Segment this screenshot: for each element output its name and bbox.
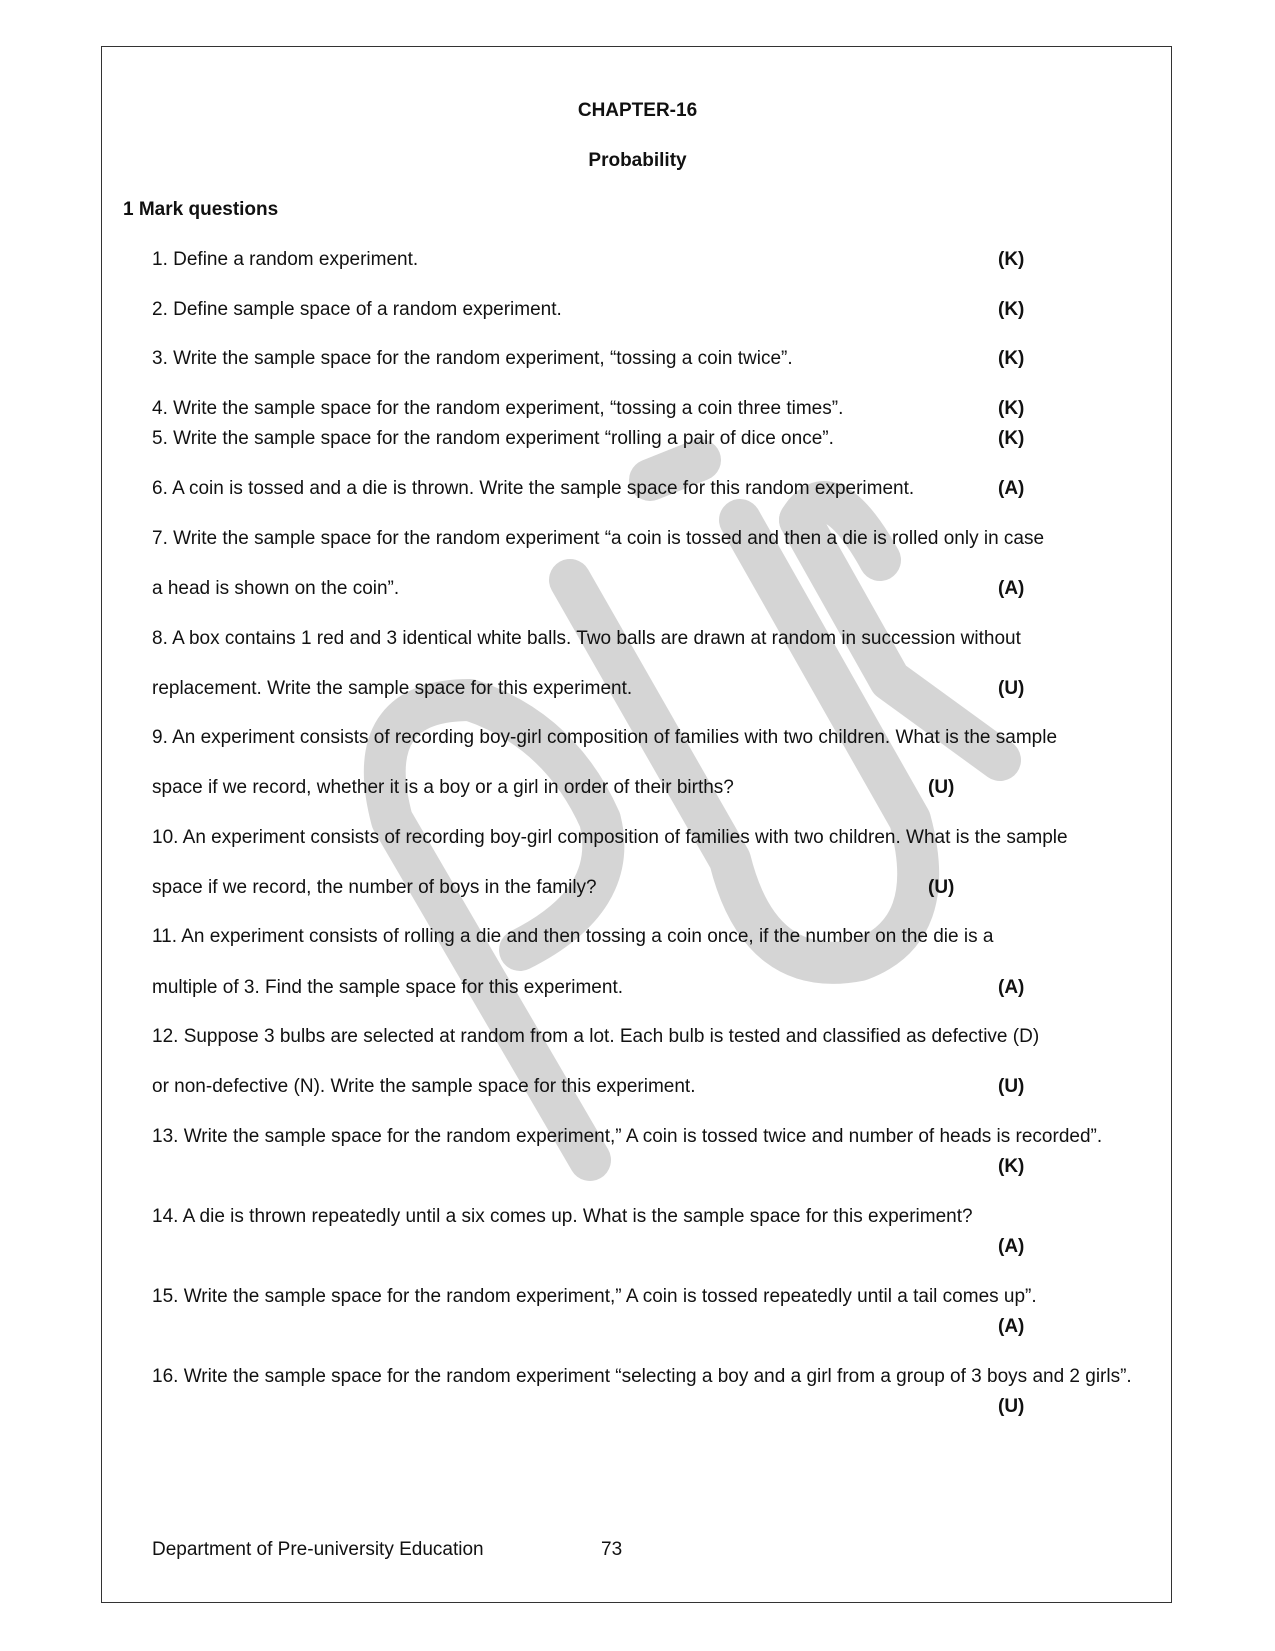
footer-page-number: 73	[601, 1539, 623, 1560]
question-4-line-1: 4. Write the sample space for the random experiment, “tossing a coin three times”.	[152, 398, 844, 419]
question-15-line-1: 15. Write the sample space for the random experiment,” A coin is tossed repeatedly until a tail comes up”.	[152, 1286, 1037, 1307]
footer-department: Department of Pre-university Education	[152, 1539, 484, 1560]
question-7-line-2: a head is shown on the coin”.	[152, 578, 400, 599]
question-7-line-1: 7. Write the sample space for the random experiment “a coin is tossed and then a die is rolled only in case	[152, 528, 1045, 549]
question-9-level-tag: (U)	[928, 777, 955, 798]
question-14-level-tag: (A)	[998, 1236, 1025, 1257]
question-5-line-1: 5. Write the sample space for the random experiment “rolling a pair of dice once”.	[152, 428, 834, 449]
question-3-level-tag: (K)	[998, 348, 1025, 369]
question-3-line-1: 3. Write the sample space for the random experiment, “tossing a coin twice”.	[152, 348, 793, 369]
question-8-line-1: 8. A box contains 1 red and 3 identical white balls. Two balls are drawn at random in succession without	[152, 628, 1021, 649]
chapter-heading: CHAPTER-16	[577, 100, 698, 121]
question-13-level-tag: (K)	[998, 1156, 1025, 1177]
question-8-line-2: replacement. Write the sample space for this experiment.	[152, 678, 633, 699]
question-1-level-tag: (K)	[998, 249, 1025, 270]
question-4-level-tag: (K)	[998, 398, 1025, 419]
question-10-level-tag: (U)	[928, 877, 955, 898]
question-2-line-1: 2. Define sample space of a random experiment.	[152, 299, 562, 320]
section-heading: 1 Mark questions	[123, 199, 279, 220]
question-9-line-1: 9. An experiment consists of recording boy-girl composition of families with two children. What is the sample	[152, 727, 1058, 748]
question-5-level-tag: (K)	[998, 428, 1025, 449]
page-title: Probability	[588, 150, 687, 171]
question-16-level-tag: (U)	[998, 1396, 1025, 1417]
question-13-line-1: 13. Write the sample space for the random experiment,” A coin is tossed twice and number of heads is recorded”.	[152, 1126, 1103, 1147]
question-12-line-1: 12. Suppose 3 bulbs are selected at random from a lot. Each bulb is tested and classified as defective (D)	[152, 1026, 1040, 1047]
question-7-level-tag: (A)	[998, 578, 1025, 599]
question-11-line-1: 11. An experiment consists of rolling a die and then tossing a coin once, if the number on the die is a	[152, 926, 994, 947]
question-11-line-2: multiple of 3. Find the sample space for this experiment.	[152, 977, 624, 998]
question-10-line-1: 10. An experiment consists of recording boy-girl composition of families with two children. What is the sample	[152, 827, 1068, 848]
question-6-level-tag: (A)	[998, 478, 1025, 499]
question-9-line-2: space if we record, whether it is a boy or a girl in order of their births?	[152, 777, 734, 798]
question-12-level-tag: (U)	[998, 1076, 1025, 1097]
question-15-level-tag: (A)	[998, 1316, 1025, 1337]
question-16-line-1: 16. Write the sample space for the random experiment “selecting a boy and a girl from a group of 3 boys and 2 girls”.	[152, 1366, 1132, 1387]
question-6-line-1: 6. A coin is tossed and a die is thrown. Write the sample space for this random experiment.	[152, 478, 915, 499]
question-14-line-1: 14. A die is thrown repeatedly until a six comes up. What is the sample space for this experiment?	[152, 1206, 973, 1227]
question-10-line-2: space if we record, the number of boys in the family?	[152, 877, 597, 898]
question-11-level-tag: (A)	[998, 977, 1025, 998]
question-2-level-tag: (K)	[998, 299, 1025, 320]
question-8-level-tag: (U)	[998, 678, 1025, 699]
question-12-line-2: or non-defective (N). Write the sample space for this experiment.	[152, 1076, 696, 1097]
question-1-line-1: 1. Define a random experiment.	[152, 249, 419, 270]
